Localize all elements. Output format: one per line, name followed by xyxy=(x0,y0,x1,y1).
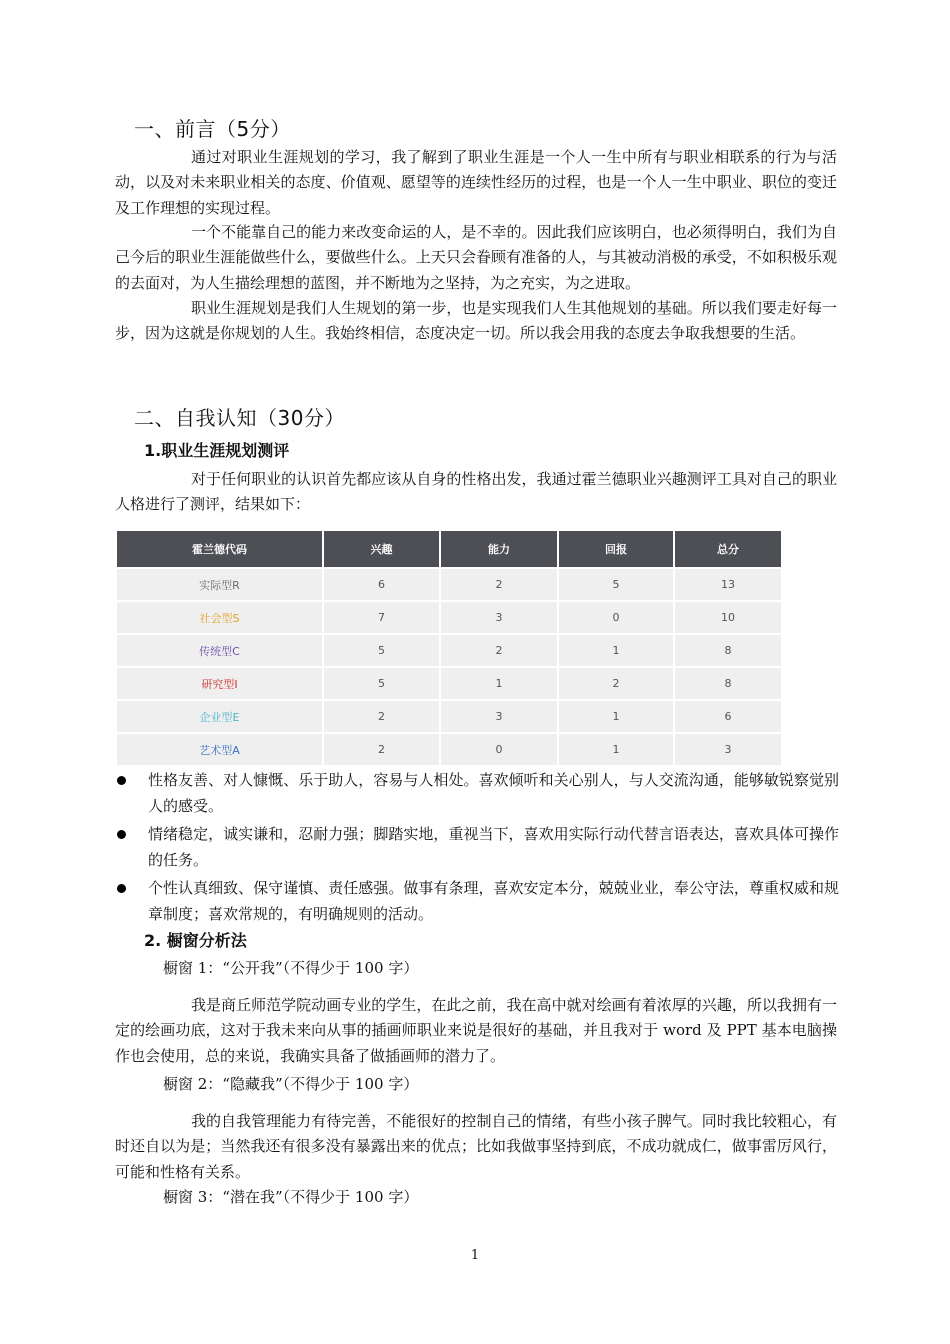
window-2-label: 橱窗 2：“隐藏我”（不得少于 100 字） xyxy=(163,1075,419,1093)
table-header-row xyxy=(117,531,781,568)
list-item xyxy=(115,876,839,927)
subheading-career-assessment: 1.职业生涯规划测评 xyxy=(144,441,290,460)
window-1-paragraph: 我是商丘师范学院动画专业的学生，在此之前，我在高中就对绘画有着浓厚的兴趣，所以我拥有一定的绘画功底，这对于我未来向从事的插画师职业来说是很好的基础，并且我对于 word 及 PPT 基本电脑操作也会使用，总的来说，我确实具备了做插画师的潜力了。 xyxy=(115,996,837,1065)
table-row xyxy=(117,634,781,667)
row-reward: 1 xyxy=(558,700,674,733)
row-ability: 3 xyxy=(440,601,558,634)
window-1-label: 橱窗 1：“公开我”（不得少于 100 字） xyxy=(163,959,419,977)
bullet-icon xyxy=(117,776,126,785)
row-total: 8 xyxy=(674,667,781,700)
row-code: 研究型I xyxy=(117,667,323,700)
row-interest: 5 xyxy=(323,667,440,700)
header-reward: 回报 xyxy=(558,531,674,568)
table-row xyxy=(117,601,781,634)
list-item xyxy=(115,822,839,873)
row-reward: 0 xyxy=(558,601,674,634)
row-reward: 1 xyxy=(558,634,674,667)
table-row xyxy=(117,568,781,601)
row-reward: 1 xyxy=(558,733,674,765)
row-code: 社会型S xyxy=(117,601,323,634)
header-total: 总分 xyxy=(674,531,781,568)
section-heading-preface: 一、前言（5分） xyxy=(134,117,291,141)
row-reward: 2 xyxy=(558,667,674,700)
trait-text: 个性认真细致、保守谨慎、责任感强。做事有条理，喜欢安定本分，兢兢业业，奉公守法，尊重权威和规章制度；喜欢常规的，有明确规则的活动。 xyxy=(148,879,839,923)
row-ability: 1 xyxy=(440,667,558,700)
header-ability: 能力 xyxy=(440,531,558,568)
row-total: 10 xyxy=(674,601,781,634)
row-ability: 2 xyxy=(440,568,558,601)
header-interest: 兴趣 xyxy=(323,531,440,568)
row-ability: 3 xyxy=(440,700,558,733)
row-reward: 5 xyxy=(558,568,674,601)
row-total: 8 xyxy=(674,634,781,667)
row-code: 企业型E xyxy=(117,700,323,733)
row-total: 3 xyxy=(674,733,781,765)
preface-paragraph-2: 一个不能靠自己的能力来改变命运的人，是不幸的。因此我们应该明白，也必须得明白，我们为自己今后的职业生涯能做些什么，要做些什么。上天只会眷顾有准备的人，与其被动消极的承受，不如积极乐观的去面对，为人生描绘理想的蓝图，并不断地为之坚持，为之充实，为之进取。 xyxy=(115,223,837,292)
row-interest: 2 xyxy=(323,700,440,733)
holland-code-table xyxy=(117,531,781,765)
trait-text: 性格友善、对人慷慨、乐于助人，容易与人相处。喜欢倾听和关心别人，与人交流沟通，能够敏锐察觉别人的感受。 xyxy=(148,771,839,815)
row-ability: 0 xyxy=(440,733,558,765)
personality-trait-list xyxy=(115,768,839,930)
section-heading-self-awareness: 二、自我认知（30分） xyxy=(134,406,345,430)
preface-paragraph-1: 通过对职业生涯规划的学习，我了解到了职业生涯是一个人一生中所有与职业相联系的行为与活动，以及对未来职业相关的态度、价值观、愿望等的连续性经历的过程，也是一个人一生中职业、职位的变迁及工作理想的实现过程。 xyxy=(115,148,837,217)
bullet-icon xyxy=(117,830,126,839)
row-interest: 7 xyxy=(323,601,440,634)
preface-paragraph-3: 职业生涯规划是我们人生规划的第一步，也是实现我们人生其他规划的基础。所以我们要走好每一步，因为这就是你规划的人生。我始终相信，态度决定一切。所以我会用我的态度去争取我想要的生活。 xyxy=(115,299,837,343)
row-interest: 5 xyxy=(323,634,440,667)
row-code: 传统型C xyxy=(117,634,323,667)
assessment-intro-paragraph: 对于任何职业的认识首先都应该从自身的性格出发，我通过霍兰德职业兴趣测评工具对自己的职业人格进行了测评，结果如下： xyxy=(115,470,837,514)
row-total: 6 xyxy=(674,700,781,733)
table-row xyxy=(117,700,781,733)
trait-text: 情绪稳定，诚实谦和，忍耐力强；脚踏实地，重视当下，喜欢用实际行动代替言语表达，喜欢具体可操作的任务。 xyxy=(148,825,839,869)
row-ability: 2 xyxy=(440,634,558,667)
row-code: 实际型R xyxy=(117,568,323,601)
row-interest: 2 xyxy=(323,733,440,765)
list-item xyxy=(115,768,839,819)
subheading-window-analysis: 2. 橱窗分析法 xyxy=(144,931,247,950)
header-code: 霍兰德代码 xyxy=(117,531,323,568)
table-row xyxy=(117,733,781,765)
bullet-icon xyxy=(117,884,126,893)
window-2-paragraph: 我的自我管理能力有待完善，不能很好的控制自己的情绪，有些小孩子脾气。同时我比较粗心，有时还自以为是；当然我还有很多没有暴露出来的优点；比如我做事坚持到底，不成功就成仁，做事雷厉风行，可能和性格有关系。 xyxy=(115,1112,837,1181)
page-number: 1 xyxy=(470,1248,480,1263)
row-code: 艺术型A xyxy=(117,733,323,765)
table-row xyxy=(117,667,781,700)
row-interest: 6 xyxy=(323,568,440,601)
window-3-label: 橱窗 3：“潜在我”（不得少于 100 字） xyxy=(163,1188,419,1206)
row-total: 13 xyxy=(674,568,781,601)
